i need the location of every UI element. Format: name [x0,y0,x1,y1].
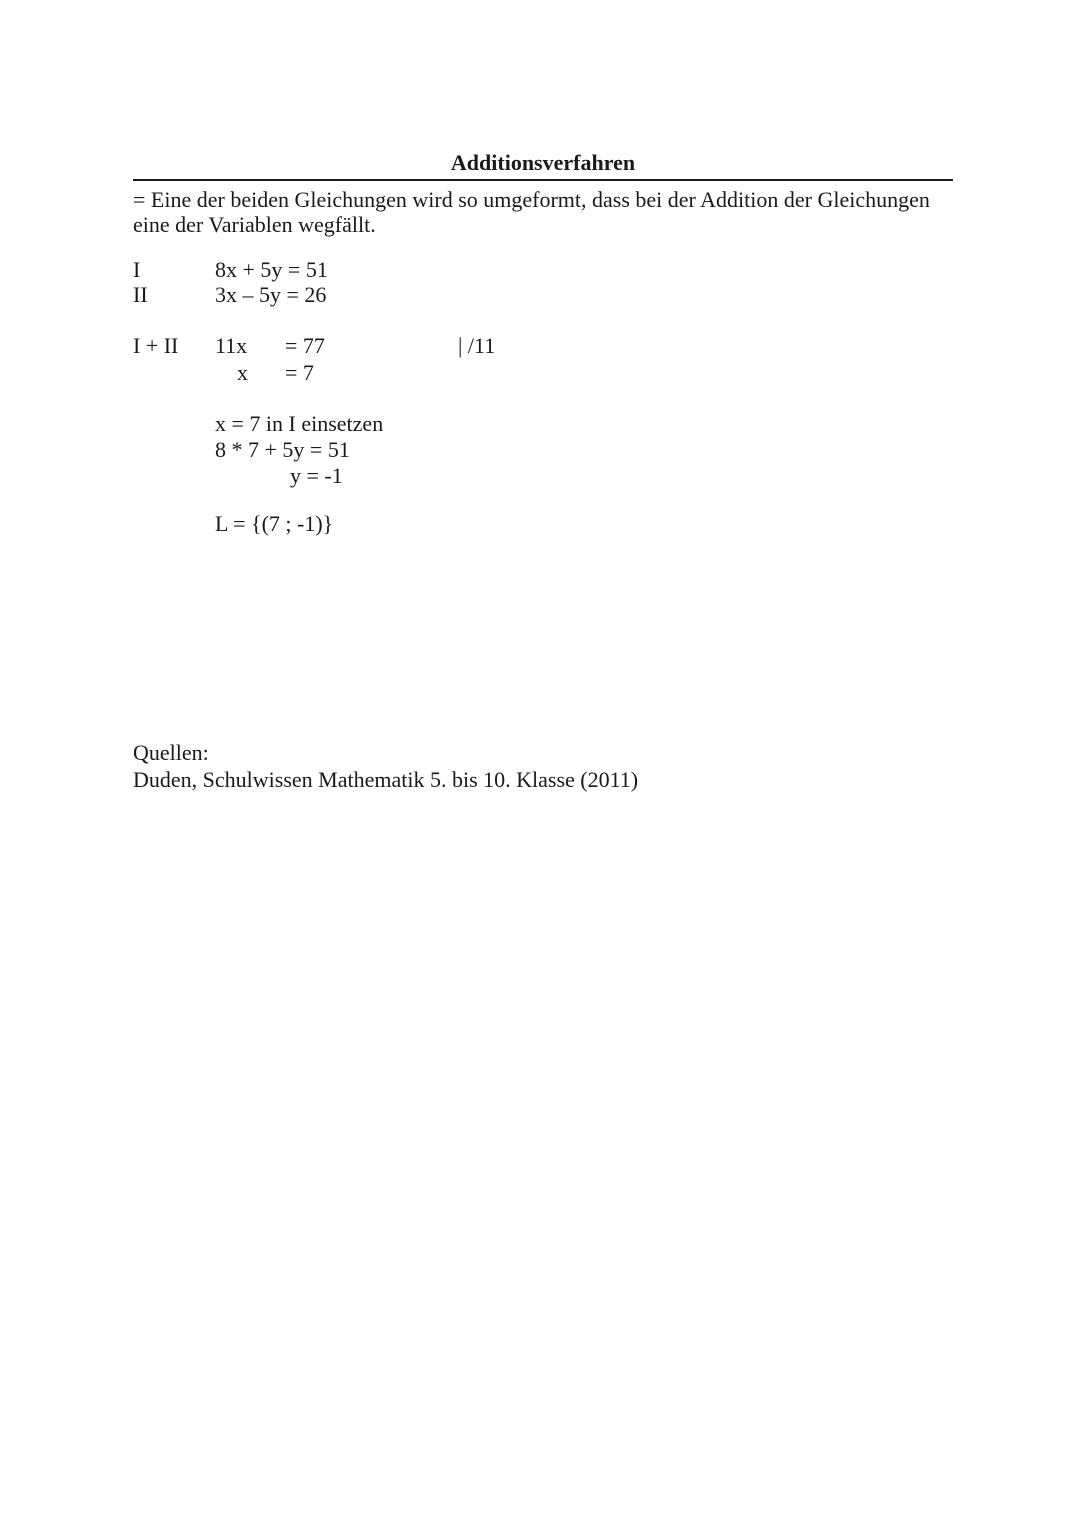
equation-system [133,257,953,307]
document-content [133,149,953,537]
division-operation: | /11 [458,333,496,358]
substitution-result: y = -1 [290,463,343,488]
definition-paragraph [133,187,953,237]
equation-label-2: II [133,282,148,307]
substitution-line-2: 8 * 7 + 5y = 51 [215,437,350,462]
addition-lhs: 11x [215,333,248,358]
substitution-step [215,411,953,489]
sources-heading: Quellen: [133,740,209,765]
solution-set: L = {(7 ; -1)} [215,511,334,536]
addition-result-lhs: x [237,360,248,385]
addition-step [133,332,953,386]
equation-1: 8x + 5y = 51 [215,257,328,282]
addition-rhs: = 77 [285,333,325,358]
title-divider-rule [133,179,953,181]
page-title: Additionsverfahren [450,150,636,175]
addition-result-label-spacer [133,359,215,386]
equation-label-1: I [133,257,141,282]
sources-section [133,739,638,793]
equation-row-1 [133,257,953,282]
source-reference: Duden, Schulwissen Mathematik 5. bis 10. Klasse (2011) [133,767,639,792]
substitution-line-1: x = 7 in I einsetzen [215,411,384,436]
equation-2: 3x – 5y = 26 [215,282,327,307]
definition-line-2: eine der Variablen wegfällt. [133,212,376,237]
equation-row-2 [133,282,953,307]
definition-line-1: = Eine der beiden Gleichungen wird so umgeformt, dass bei der Addition der Gleichungen [133,187,930,212]
addition-label: I + II [133,333,179,358]
addition-row [133,332,953,359]
addition-result-rhs: = 7 [285,360,314,385]
addition-result-row [133,359,953,386]
